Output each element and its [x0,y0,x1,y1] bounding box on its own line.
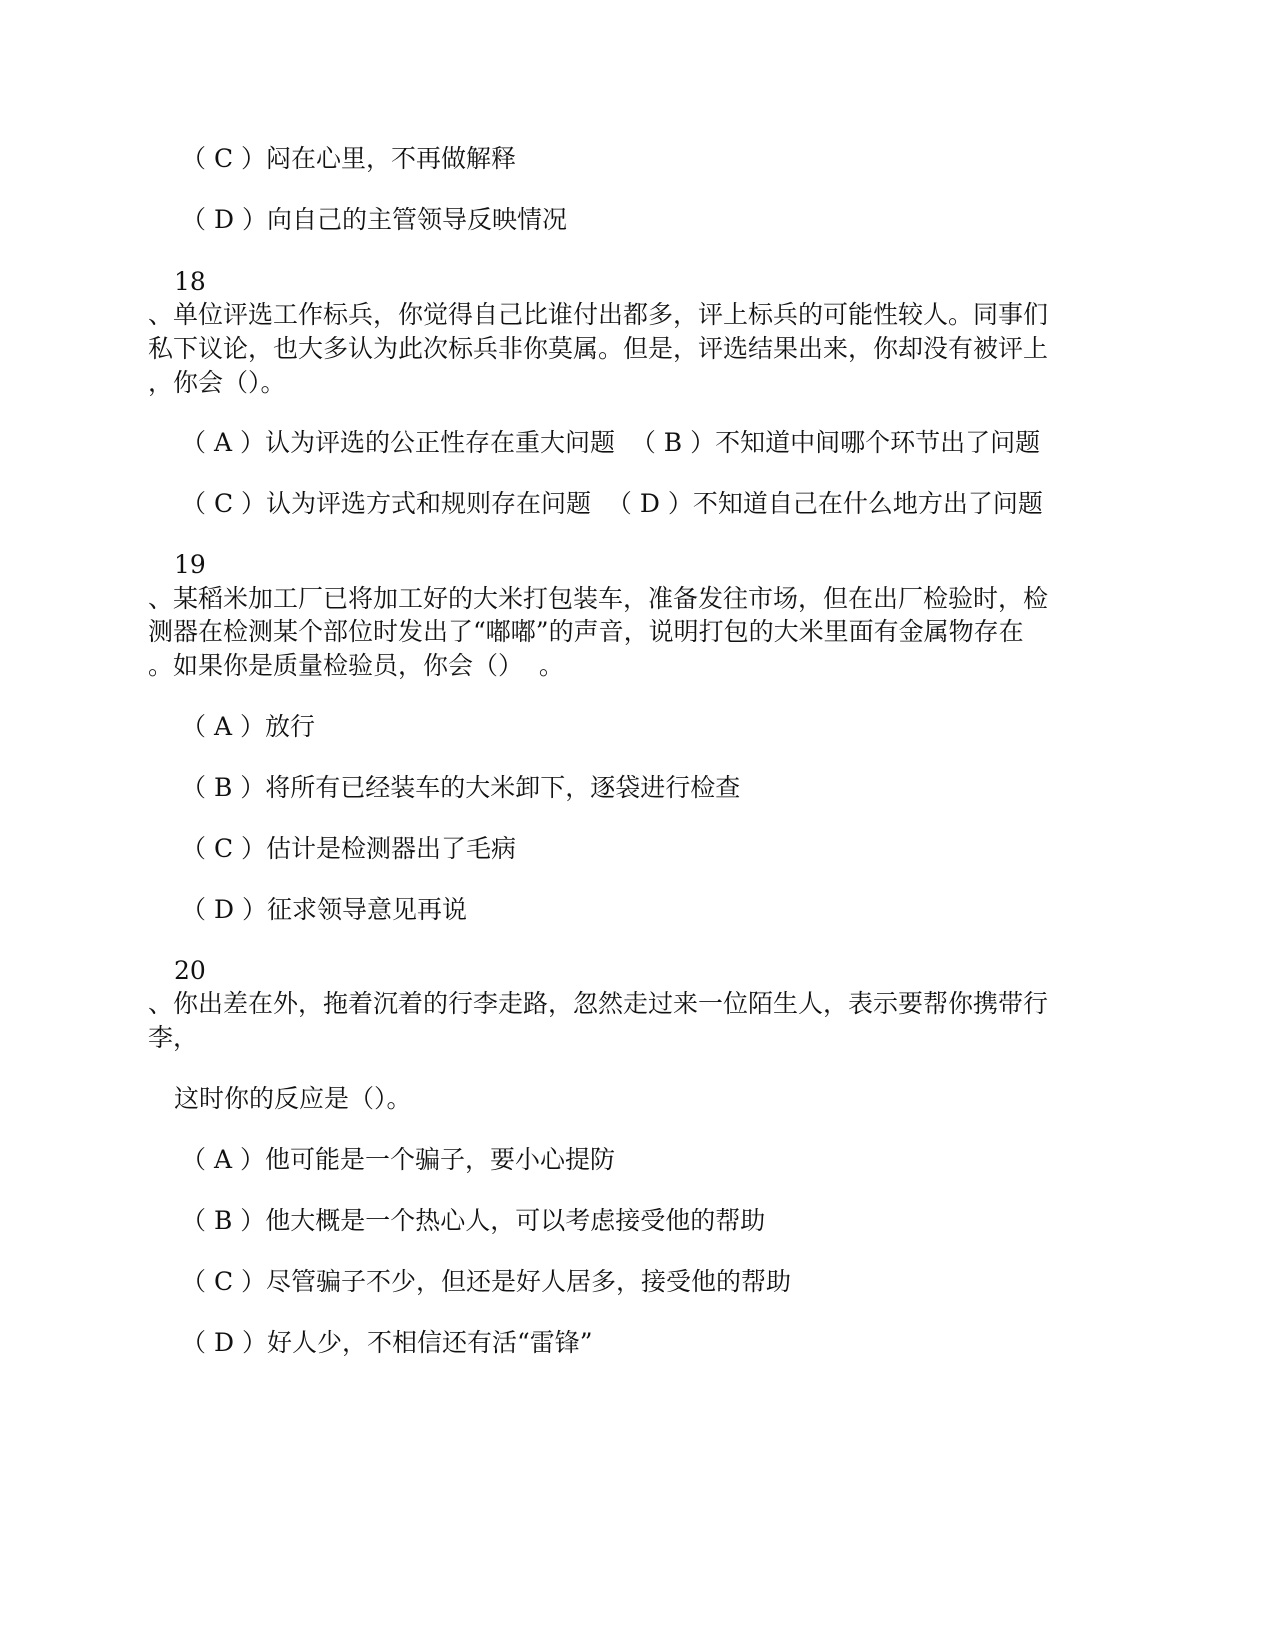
q20-number: 20 [174,956,206,985]
q20-option-b: （ B ）他大概是一个热心人，可以考虑接受他的帮助 [181,1206,766,1235]
q19-option-a: （ A ）放行 [181,712,315,741]
q19-stem-line-2: 测器在检测某个部位时发出了“嘟嘟”的声音，说明打包的大米里面有金属物存在 [148,617,1024,646]
q20-option-a: （ A ）他可能是一个骗子，要小心提防 [181,1145,615,1174]
q18-stem-line-1: 、单位评选工作标兵，你觉得自己比谁付出都多，评上标兵的可能性较人。同事们 [148,300,1049,329]
q20-stem-continuation: 这时你的反应是（）。 [174,1084,412,1113]
q19-stem-line-1: 、某稻米加工厂已将加工好的大米打包装车，准备发往市场，但在出厂检验时，检 [148,584,1049,613]
q19-number: 19 [174,550,206,579]
q19-option-d: （ D ）征求领导意见再说 [181,895,467,924]
q18-number: 18 [174,267,206,296]
q19-option-b: （ B ）将所有已经装车的大米卸下，逐袋进行检查 [181,773,741,802]
q19-stem-line-3: 。如果你是质量检验员，你会（） 。 [148,651,564,680]
q20-option-d: （ D ）好人少，不相信还有活“雷锋” [181,1328,593,1357]
q18-stem-line-3: ，你会（）。 [148,368,286,397]
q18-options-ab: （ A ）认为评选的公正性存在重大问题 （ B ）不知道中间哪个环节出了问题 [181,428,1041,457]
q20-option-c: （ C ）尽管骗子不少，但还是好人居多，接受他的帮助 [181,1267,792,1296]
q20-stem-line-1: 、你出差在外，拖着沉着的行李走路，忽然走过来一位陌生人，表示要帮你携带行 [148,989,1049,1018]
q19-option-c: （ C ）估计是检测器出了毛病 [181,834,517,863]
q18-options-cd: （ C ）认为评选方式和规则存在问题 （ D ）不知道自己在什么地方出了问题 [181,489,1043,518]
q17-option-c: （ C ）闷在心里，不再做解释 [181,144,517,173]
q20-stem-line-2: 李， [148,1023,199,1052]
q18-stem-line-2: 私下议论，也大多认为此次标兵非你莫属。但是，评选结果出来，你却没有被评上 [148,334,1049,363]
q17-option-d: （ D ）向自己的主管领导反映情况 [181,205,567,234]
